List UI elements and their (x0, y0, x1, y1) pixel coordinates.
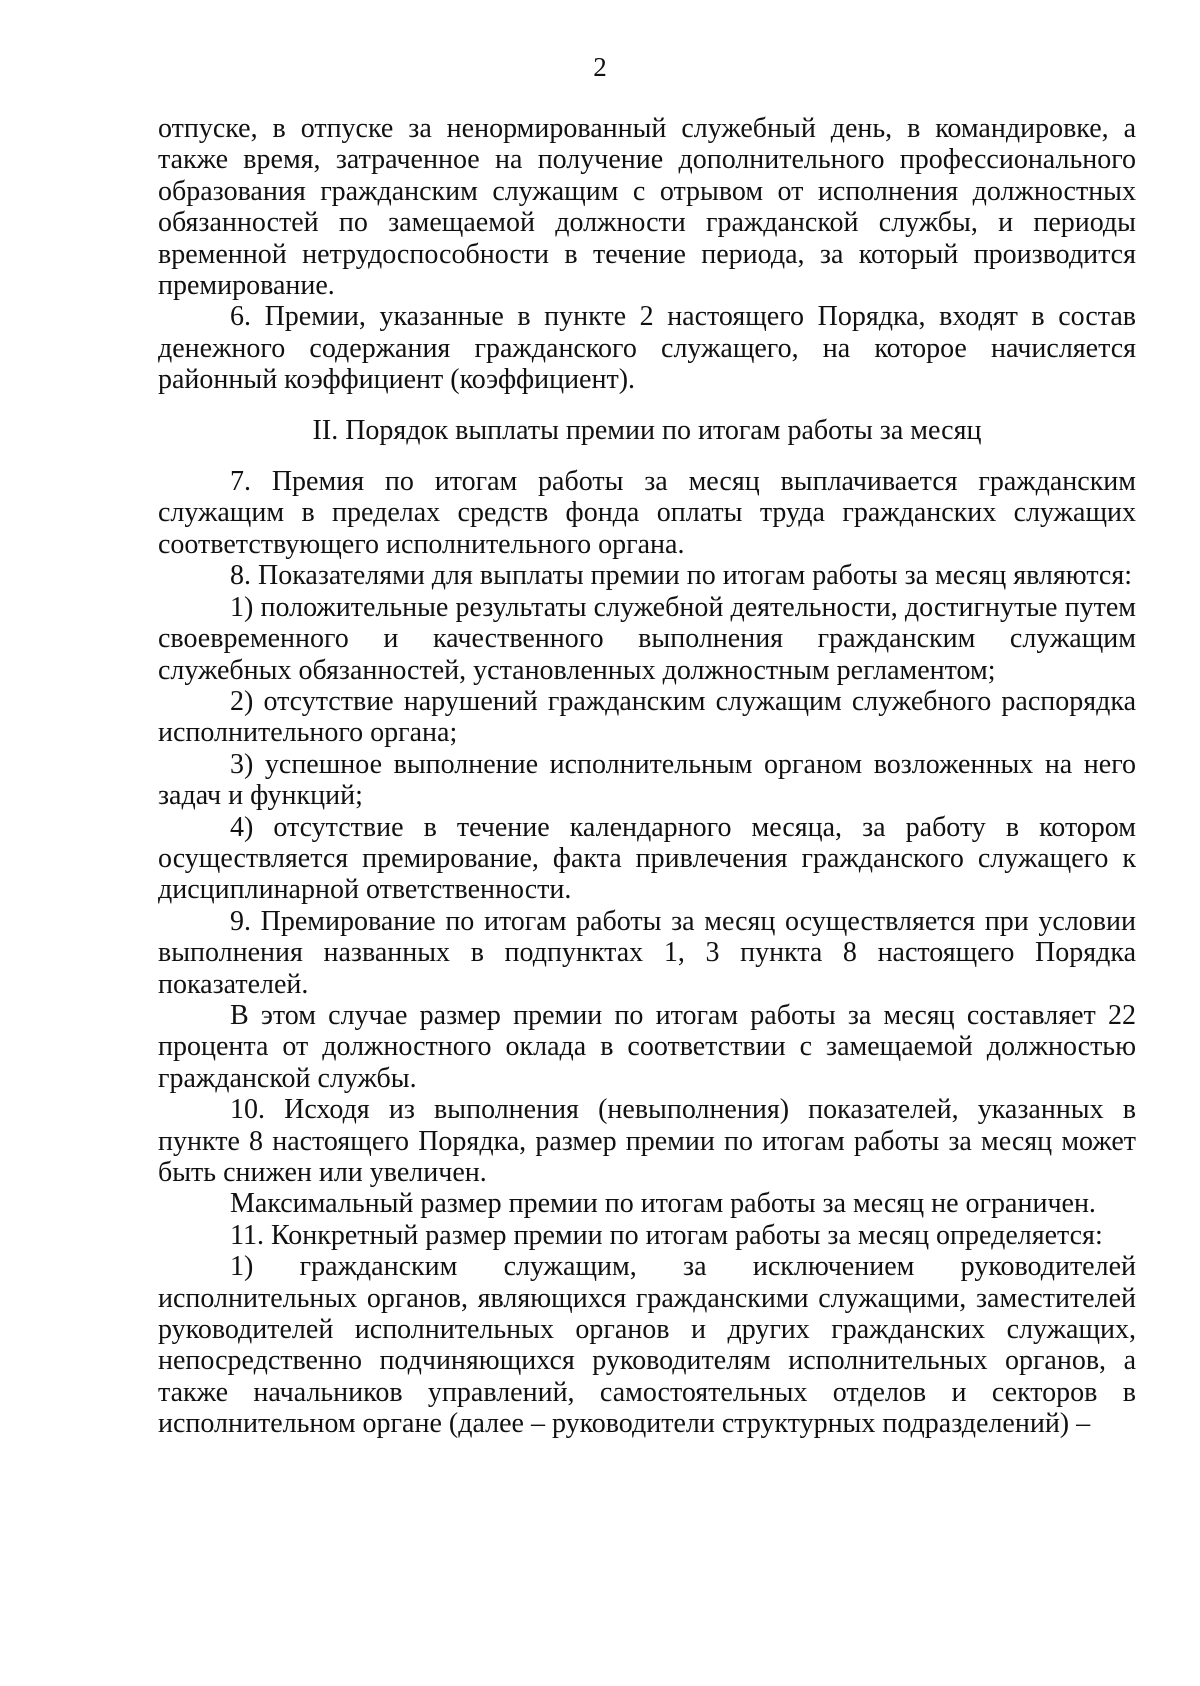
paragraph-item-10-max: Максимальный размер премии по итогам работы за месяц не ограничен. (230, 1188, 1096, 1220)
page-number: 2 (593, 52, 607, 82)
paragraph-subitem-8-1: 1) положительные результаты служебной деятельности, достигнутые путем своевременного и качественного выполнения гражданским служащим служебных обязанностей, установленных должностным регламентом; (158, 591, 1136, 686)
paragraph-subitem-8-3: 3) успешное выполнение исполнительным органом возложенных на него задач и функций; (158, 748, 1136, 812)
paragraph-item-11: 11. Конкретный размер премии по итогам работы за месяц определяется: (230, 1219, 1103, 1251)
paragraph-item-10: 10. Исходя из выполнения (невыполнения) показателей, указанных в пункте 8 настоящего Порядка, размер премии по итогам работы за месяц может быть снижен или увеличен. (158, 1094, 1136, 1188)
paragraph-item-7: 7. Премия по итогам работы за месяц выплачивается гражданским служащим в пределах средств фонда оплаты труда гражданских служащих соответствующего исполнительного органа. (158, 466, 1136, 560)
paragraph-continuation: отпуске, в отпуске за ненормированный служебный день, в командировке, а также время, затраченное на получение дополнительного профессионального образования гражданским служащим с отрывом от исполнения должностных обязанностей по замещаемой должности гражданской службы, и периоды временной нетрудоспособности в течение периода, за который производится премирование. (158, 113, 1136, 302)
paragraph-item-8: 8. Показателями для выплаты премии по итогам работы за месяц являются: (230, 560, 1132, 592)
paragraph-item-9: 9. Премирование по итогам работы за месяц осуществляется при условии выполнения названных в подпунктах 1, 3 пункта 8 настоящего Порядка показателей. (158, 905, 1136, 1000)
section-heading: II. Порядок выплаты премии по итогам работы за месяц (312, 414, 982, 446)
paragraph-subitem-8-4: 4) отсутствие в течение календарного месяца, за работу в котором осуществляется премирование, факта привлечения гражданского служащего к дисциплинарной ответственности. (158, 811, 1136, 906)
paragraph-item-6: 6. Премии, указанные в пункте 2 настоящего Порядка, входят в состав денежного содержания гражданского служащего, на которое начисляется районный коэффициент (коэффициент). (158, 301, 1136, 396)
paragraph-subitem-8-2: 2) отсутствие нарушений гражданским служащим служебного распорядка исполнительного органа; (158, 685, 1136, 749)
paragraph-item-9-size: В этом случае размер премии по итогам работы за месяц составляет 22 процента от должностного оклада в соответствии с замещаемой должностью гражданской службы. (158, 999, 1136, 1094)
paragraph-subitem-11-1: 1) гражданским служащим, за исключением руководителей исполнительных органов, являющихся гражданскими служащими, заместителей руководителей исполнительных органов и других гражданских служащих, непосредственно подчиняющихся руководителям исполнительных органов, а также начальников управлений, самостоятельных отделов и секторов в исполнительном органе (далее – руководители структурных подразделений) – (158, 1251, 1136, 1440)
document-body (158, 113, 1136, 1440)
